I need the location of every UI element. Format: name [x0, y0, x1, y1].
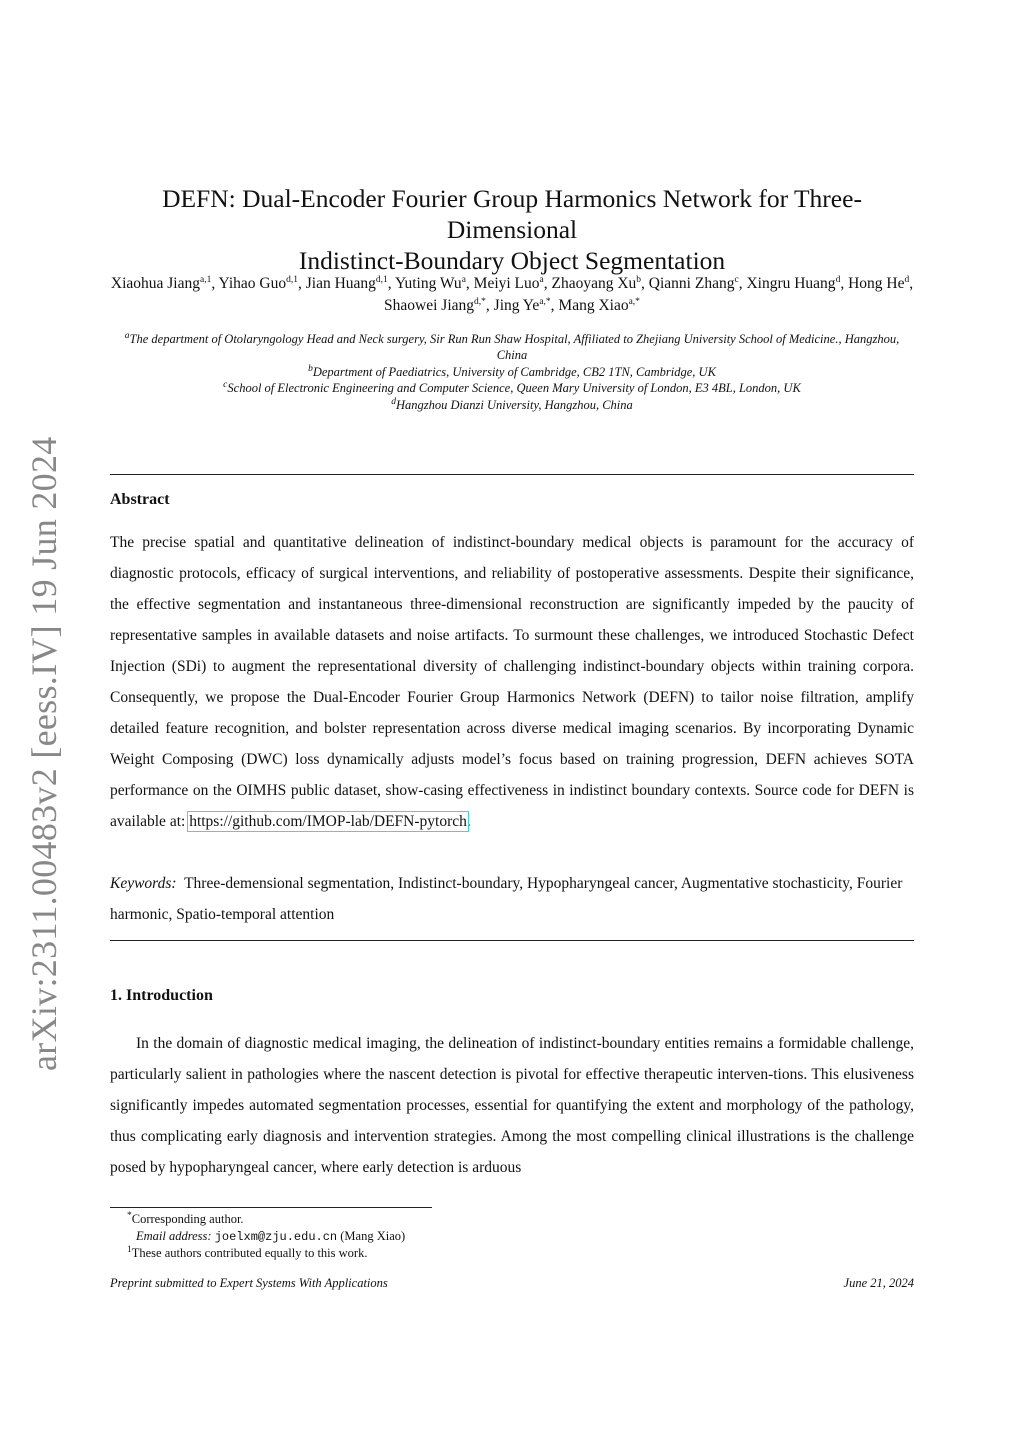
footer-preprint: Preprint submitted to Expert Systems With Applications: [110, 1276, 388, 1290]
affiliation-item: [110, 364, 914, 380]
author-affil-mark: d,1: [286, 274, 298, 285]
keywords: [110, 868, 914, 930]
introduction-paragraph: In the domain of diagnostic medical imaging, the delineation of indistinct-boundary entities remains a formidable challenge, particularly salient in pathologies where the nascent detection is pivotal for effective therapeutic interven-tions. This elusiveness significantly impedes automated segmentation processes, essential for quantifying the extent and morphology of the pathology, thus complicating early diagnosis and intervention strategies. Among the most compelling clinical illustrations is the challenge posed by hypopharyngeal cancer, where early detection is arduous: [110, 1035, 914, 1176]
affiliation-text: Department of Paediatrics, University of Cambridge, CB2 1TN, Cambridge, UK: [312, 364, 716, 379]
title-line-1: DEFN: Dual-Encoder Fourier Group Harmonics Network for Three-Dimensional: [162, 184, 862, 244]
author-affil-mark: d,*: [474, 296, 486, 307]
author-name: Yuting Wu: [394, 275, 462, 292]
footnote-rule: [110, 1207, 432, 1208]
email-name: (Mang Xiao): [340, 1228, 406, 1243]
keywords-text: Three-demensional segmentation, Indistinct-boundary, Hypopharyngeal cancer, Augmentative stochasticity, Fourier harmonic, Spatio-temporal attention: [110, 875, 903, 923]
author-name: Shaowei Jiang: [384, 297, 475, 314]
bottom-rule: [110, 940, 914, 941]
affiliation-item: [110, 397, 914, 413]
affiliation-mark: c: [223, 380, 228, 391]
author-affil-mark: c: [734, 274, 739, 285]
footnotes: [110, 1211, 405, 1262]
email-label: Email address:: [136, 1228, 212, 1243]
author-affil-mark: a,*: [539, 296, 551, 307]
abstract-heading: Abstract: [110, 491, 170, 508]
author-separator: ,: [298, 275, 306, 292]
author-affil-mark: a,1: [200, 274, 212, 285]
paper-title: [110, 183, 914, 276]
abstract-text: The precise spatial and quantitative delineation of indistinct-boundary medical objects is paramount for the accuracy of diagnostic protocols, efficacy of surgical interventions, and reliability of postoperative assessments. Despite their significance, the effective segmentation and instantaneous three-dimensional reconstruction are significantly impeded by the paucity of representative samples in available datasets and noise artifacts. To surmount these challenges, we introduced Stochastic Defect Injection (SDi) to augment the representational diversity of challenging indistinct-boundary objects within training corpora. Consequently, we propose the Dual-Encoder Fourier Group Harmonics Network (DEFN) to tailor noise filtration, amplify detailed feature recognition, and bolster representation across diverse medical imaging scenarios. By incorporating Dynamic Weight Composing (DWC) loss dynamically adjusts model’s focus based on training progression, DEFN achieves SOTA performance on the OIMHS public dataset, show-casing effectiveness in indistinct boundary contexts. Source code for DEFN is available at:: [110, 534, 914, 830]
arxiv-side-stamp: arXiv:2311.00483v2 [eess.IV] 19 Jun 2024: [24, 436, 64, 1071]
author-separator: ,: [550, 297, 559, 314]
author-affil-mark: d: [835, 274, 841, 285]
footer-date: June 21, 2024: [843, 1276, 914, 1290]
author-separator: ,: [387, 275, 395, 292]
author-name: Meiyi Luo: [473, 275, 540, 292]
author-name: Jian Huang: [305, 275, 376, 292]
author-affil-mark: a: [461, 274, 466, 285]
affiliation-list: [110, 331, 914, 413]
footnote-equal-text: These authors contributed equally to this work.: [131, 1246, 368, 1260]
affiliation-item: [110, 380, 914, 396]
section-heading: 1. Introduction: [110, 987, 213, 1004]
author-separator: ,: [641, 275, 649, 292]
title-line-2: Indistinct-Boundary Object Segmentation: [298, 246, 726, 275]
author-separator: ,: [909, 275, 914, 292]
top-rule: [110, 474, 914, 475]
author-list: [110, 273, 914, 317]
keywords-label: Keywords:: [110, 875, 177, 892]
author-name: Hong He: [848, 275, 905, 292]
author-affil-mark: a: [539, 274, 544, 285]
author-name: Mang Xiao: [558, 297, 629, 314]
author-separator: ,: [465, 275, 474, 292]
email-address[interactable]: joelxm@zju.edu.cn: [214, 1229, 338, 1244]
footnote-corresponding: [110, 1211, 405, 1228]
footnote-mark-equal: 1: [127, 1244, 132, 1255]
author-affil-mark: d: [904, 274, 910, 285]
author-separator: ,: [211, 275, 219, 292]
abstract-body: [110, 527, 914, 837]
author-affil-mark: a,*: [628, 296, 640, 307]
source-code-link[interactable]: https://github.com/IMOP-lab/DEFN-pytorch: [189, 813, 467, 830]
footnote-email: [110, 1228, 405, 1246]
footnote-equal: [110, 1245, 405, 1262]
author-name: Zhaoyang Xu: [551, 275, 637, 292]
author-name: Yihao Guo: [218, 275, 287, 292]
author-affil-mark: b: [636, 274, 642, 285]
affiliation-text: Hangzhou Dianzi University, Hangzhou, China: [395, 397, 633, 412]
affiliation-text: The department of Otolaryngology Head and Neck surgery, Sir Run Run Shaw Hospital, Affiliated to Zhejiang University School of Medicine., Hangzhou, China: [129, 332, 900, 363]
affiliation-mark: a: [124, 330, 130, 341]
abstract-end: .: [466, 813, 471, 830]
footnote-mark-corr: *: [127, 1210, 132, 1221]
affiliation-item: [110, 331, 914, 364]
author-separator: ,: [840, 275, 849, 292]
author-separator: ,: [543, 275, 552, 292]
affiliation-text: School of Electronic Engineering and Computer Science, Queen Mary University of London, E3 4BL, London, UK: [227, 381, 801, 396]
author-name: Xingru Huang: [746, 275, 836, 292]
author-separator: ,: [738, 275, 747, 292]
author-separator: ,: [485, 297, 494, 314]
affiliation-mark: b: [308, 363, 313, 374]
author-name: Xiaohua Jiang: [110, 275, 200, 292]
footnote-corr-text: Corresponding author.: [131, 1212, 244, 1226]
affiliation-mark: d: [391, 396, 396, 407]
author-name: Qianni Zhang: [648, 275, 735, 292]
author-name: Jing Ye: [493, 297, 540, 314]
author-affil-mark: d,1: [375, 274, 388, 285]
